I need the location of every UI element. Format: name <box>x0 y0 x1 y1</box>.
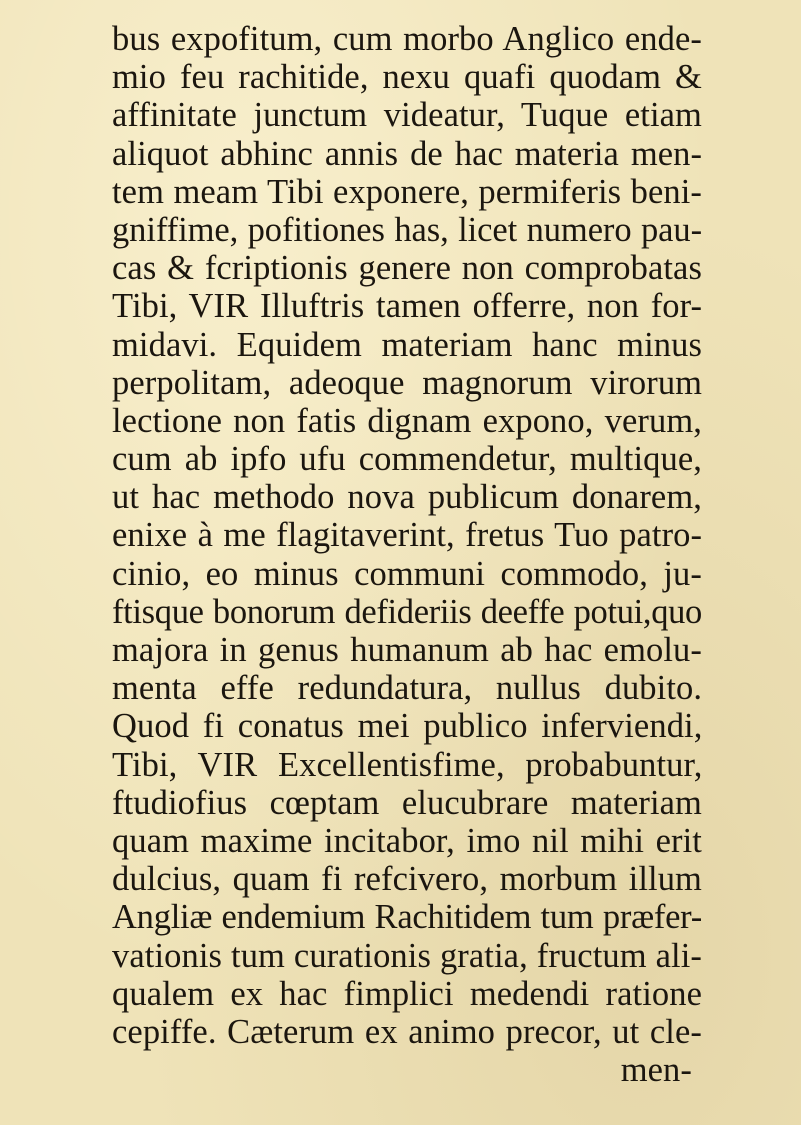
text-line: Tibi, VIR Illuftris tamen offerre, non for- <box>112 287 703 326</box>
text-line: Angliæ endemium Rachitidem tum præfer- <box>112 898 702 937</box>
text-line: tem meam Tibi exponere, permiferis beni- <box>112 172 702 211</box>
text-line: mio feu rachitide, nexu quafi quodam & <box>112 58 702 97</box>
text-line: enixe à me flagitaverint, fretus Tuo patro- <box>112 516 703 555</box>
text-line: ut hac methodo nova publicum donarem, <box>112 478 702 517</box>
text-line: cepiffe. Cæterum ex animo precor, ut cle- <box>112 1012 702 1051</box>
text-line: lectione non fatis dignam expono, verum, <box>112 401 702 440</box>
body-text <box>112 20 702 1089</box>
text-line: aliquot abhinc annis de hac materia men- <box>112 134 703 173</box>
text-line: ftisque bonorum defideriis deeffe potui,quo <box>112 592 702 631</box>
text-line: dulcius, quam fi refcivero, morbum illum <box>112 860 702 899</box>
text-line: Quod fi conatus mei publico inferviendi, <box>112 707 703 746</box>
text-line: quam maxime incitabor, imo nil mihi erit <box>112 821 702 860</box>
text-line: ftudiofius cœptam elucubrare materiam <box>112 783 702 822</box>
text-line: cas & fcriptionis genere non comprobatas <box>112 249 702 288</box>
text-line: cinio, eo minus communi commodo, ju- <box>112 554 702 593</box>
text-line: affinitate junctum videatur, Tuque etiam <box>112 96 702 135</box>
text-line: cum ab ipfo ufu commendetur, multique, <box>112 440 702 479</box>
text-line: vationis tum curationis gratia, fructum ali- <box>112 936 702 975</box>
text-line: majora in genus humanum ab hac emolu- <box>112 631 702 669</box>
text-line: Tibi, VIR Excellentisfime, probabuntur, <box>112 745 703 784</box>
catchword: men- <box>620 1051 692 1090</box>
text-line: gniffime, pofitiones has, licet numero pau- <box>112 210 702 249</box>
text-line: midavi. Equidem materiam hanc minus <box>112 325 702 364</box>
text-line: bus expofitum, cum morbo Anglico ende- <box>112 20 702 58</box>
text-line: perpolitam, adeoque magnorum virorum <box>112 363 703 402</box>
text-line: qualem ex hac fimplici medendi ratione <box>112 974 702 1013</box>
text-line: menta effe redundatura, nullus dubito. <box>112 669 703 708</box>
